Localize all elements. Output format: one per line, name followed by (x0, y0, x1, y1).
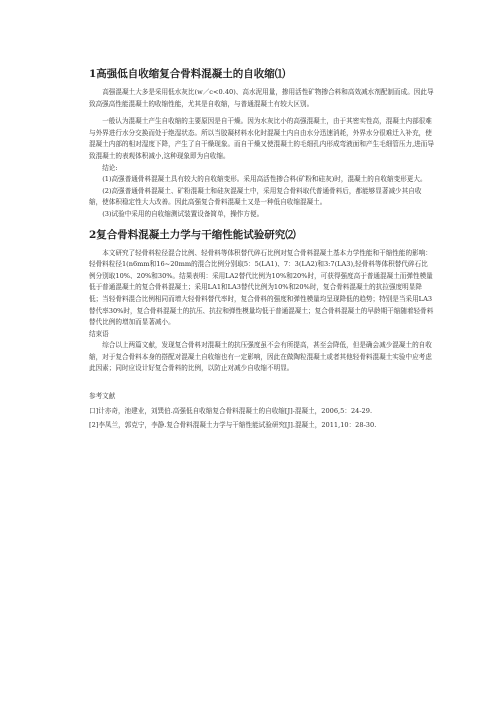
reference-item-1: 口]计亦奇，池建业，刘巽伯.高强低自收缩复合骨料混凝土的自收缩[J]-混凝土，2006,5：24-29. (89, 407, 373, 416)
conclusion-item-2: (2)高强普通骨料混凝土、矿粉混凝土和硅灰混凝土中，采用复合骨料取代普通骨料后，都能够显著减少其自收缩，使体积稳定性大大改善。因此高强复合骨料混凝土又是一种低自收缩混凝土。 (89, 186, 422, 207)
section1-paragraph-2: 一般认为混凝土产生自收缩的主要原因是自干燥。因为水灰比小的高强混凝土，由于其密实性高，混凝土内部很难与外界进行水分交换而处于绝湿状态。所以当胶凝材料水化时混凝土内自由水分迅速消耗，外界水分很难迁入补充，使混凝土内部的相对湿度下降，产生了自干燥现象。而自干燥又使混凝土的毛细孔内形成弯液面和产生毛细管压力,进而导致混凝土的表观体积减小,这种现象即为自收缩。 (89, 117, 434, 160)
summary-label: 结束语 (89, 329, 109, 338)
section1-paragraph-1: 高强混凝土大多是采用低水灰比(w／c<0.40)、高水泥用量，掺用活性矿物掺合料和高效减水剂配制而成。因此导致高强高性能混凝土的收缩性能，尤其是自收缩，与普通混凝土有较大区别。 (89, 88, 434, 108)
document-body (89, 68, 434, 433)
section2-paragraph-1: 本文研究了轻骨料粒径混合比例、轻骨料等体积替代碎石比例对复合骨料混凝土基本力学性能和干缩性能的影响：轻骨料粒径1(n6mm和16~20mm的混合比例分别取5：5(LA1)、7：3(LA2)和3:7(LA3),轻骨料等体积替代碎石比例分别取10%、20%和30%。结果表明：采用LA2替代比例为10%和20%时，可获得强度高于普通混凝土而弹性模量低于普通混凝土的复合骨料混凝土；采用LA1和LA3替代比例为10%和20%时，复合骨料混凝土的抗拉强度明显降低；当轻骨料混合比例相同而增大轻骨料替代率时，复合骨料的强度和弹性模量均呈现降低的趋势；特别是当采用LA3替代率30%时，复合骨料混凝土的抗压、抗拉和弹性模量均低于普通混凝土；复合骨料混凝土的早龄期干缩随着轻骨料替代比例的增加而显著减小。 (89, 248, 434, 327)
conclusion-item-1: (1)高强普通骨料混凝土具有较大的自收缩变形。采用高活性掺合料(矿粉和硅灰)时，混凝土的自收缩变形更大。 (102, 175, 427, 184)
summary-paragraph: 综合以上两篇文献，发现复合骨料对混凝土的抗压强度虽不会有所提高，甚至会降低，但是确会减少混凝土的自收缩，对于复合骨料本身的搭配对混凝土自收缩也有一定影响，因此在做陶粒混凝土或者其他轻骨料混凝土实验中应考虑此因素；同时应设计好复合骨料的比例，以防止对减少自收缩不明显。 (89, 341, 432, 373)
section1-title: 1高强低自收缩复合骨料混凝土的自收缩⑴ (89, 68, 286, 80)
reference-item-2: [2]李凤兰，郭克宁，李静.复合骨料混凝土力学与干缩性能试验研究[J].混凝土，2011,10：28-30. (89, 420, 377, 429)
references-title: 参考文献 (89, 392, 116, 401)
conclusion-item-3: (3)试验中采用的自收缩测试装置设备简单，操作方便。 (102, 209, 264, 218)
conclusion-label: 结论: (102, 163, 118, 172)
section2-title: 2复合骨料混凝土力学与干缩性能试验研究⑵ (89, 228, 296, 241)
